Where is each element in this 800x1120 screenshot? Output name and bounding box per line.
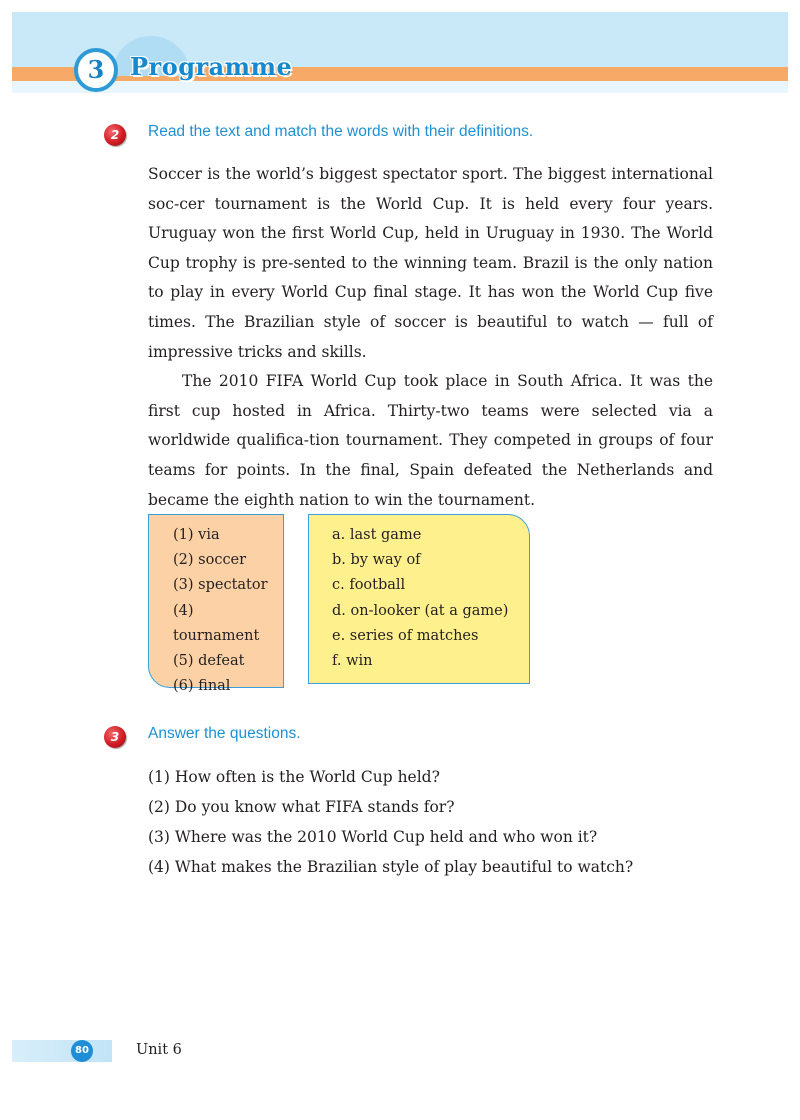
word-item: (1) via [173, 527, 220, 543]
definition-item: f. win [332, 653, 373, 670]
task-3-badge [104, 726, 126, 748]
definitions-list [332, 523, 529, 674]
definition-item: d. on-looker (at a game) [332, 602, 509, 619]
section-number: 3 [87, 55, 105, 84]
word-item: (6) final [173, 678, 231, 695]
header-shadow [12, 81, 788, 93]
passage-paragraph: The 2010 FIFA World Cup took place in South Africa. It was the first cup hosted in Africa. Thirty-two teams were selected via a worldwide qualifica-tion tournament. They competed in groups of four teams for points. In the final, Spain defeated the Netherlands and became the eighth nation to win the tournament. [148, 372, 713, 509]
questions-list [148, 762, 633, 882]
definition-item: b. by way of [332, 552, 421, 569]
page-number: 80 [75, 1045, 89, 1056]
task-2-instruction: Read the text and match the words with their definitions. [148, 123, 534, 140]
reading-passage [148, 160, 713, 515]
definition-item: e. series of matches [332, 627, 479, 644]
question-item: (4) What makes the Brazilian style of play beautiful to watch? [148, 858, 634, 876]
task-3-instruction: Answer the questions. [148, 725, 301, 742]
task-2-number: 2 [110, 128, 120, 142]
word-item: (2) soccer [173, 552, 247, 569]
page-number-badge [71, 1040, 93, 1062]
passage-paragraph: Soccer is the world’s biggest spectator sport. The biggest international soc-cer tournament is the World Cup. It is held every four years. Uruguay won the first World Cup, held in Uruguay in 1930. The World Cup trophy is pre-sented to the winning team. Brazil is the only nation to play in every World Cup final stage. It has won the World Cup five times. The Brazilian style of soccer is beautiful to watch — full of impressive tricks and skills. [148, 165, 713, 361]
words-list [173, 523, 283, 699]
definitions-box [308, 514, 530, 684]
words-box [148, 514, 284, 695]
question-item: (3) Where was the 2010 World Cup held and who won it? [148, 828, 598, 846]
definition-item: c. football [332, 577, 406, 594]
word-item: (4) tournament [173, 602, 260, 644]
task-2-badge [104, 124, 126, 146]
section-title: Programme [130, 52, 293, 81]
task-3-number: 3 [110, 730, 120, 744]
question-item: (2) Do you know what FIFA stands for? [148, 798, 455, 816]
footer-band [12, 1040, 112, 1062]
word-item: (5) defeat [173, 653, 245, 670]
definition-item: a. last game [332, 527, 422, 543]
word-item: (3) spectator [173, 577, 268, 594]
question-item: (1) How often is the World Cup held? [148, 768, 440, 786]
unit-label: Unit 6 [136, 1042, 182, 1058]
section-number-badge [74, 48, 118, 92]
